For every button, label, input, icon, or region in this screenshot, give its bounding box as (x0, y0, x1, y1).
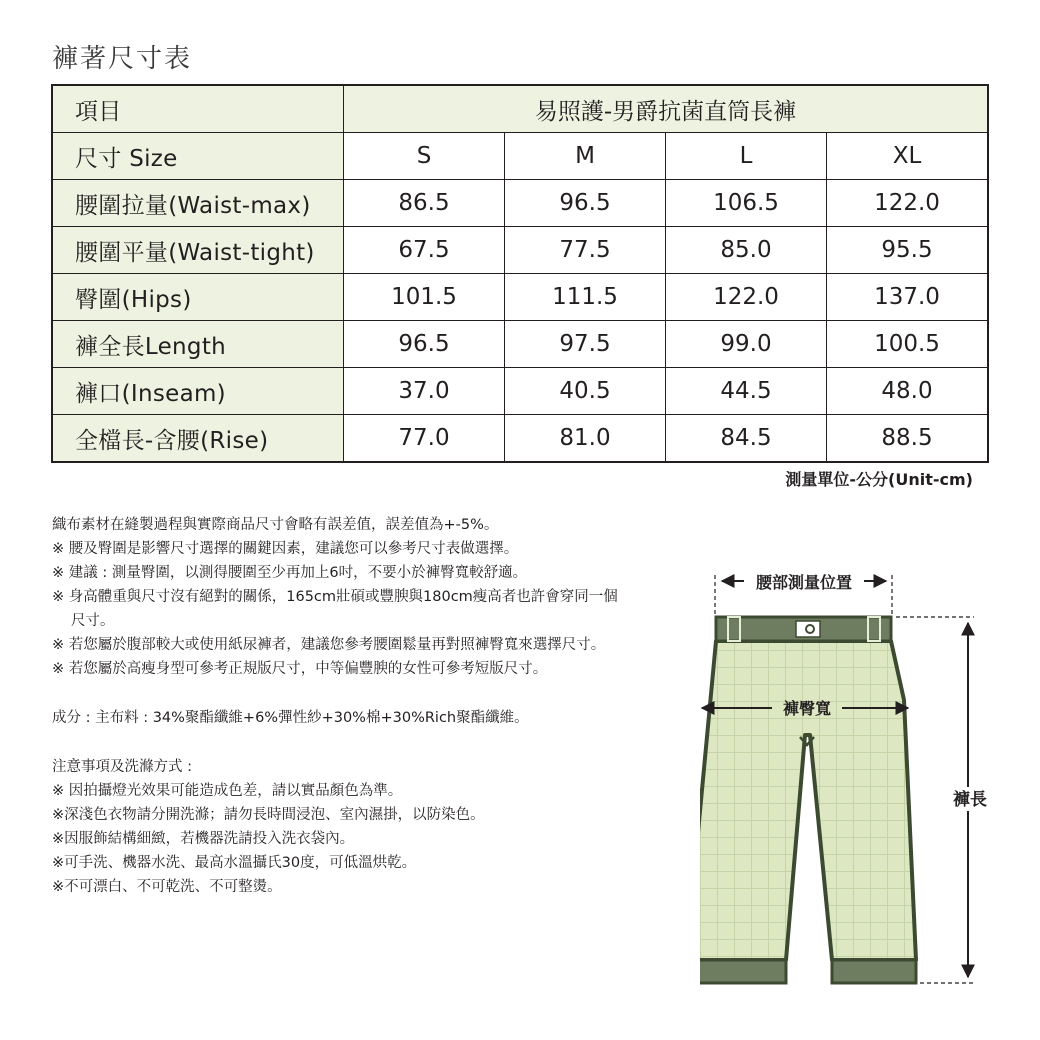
length-label: 褲長 (953, 790, 987, 810)
care-item: ※ 因拍攝燈光效果可能造成色差，請以實品顏色為準。 (52, 783, 403, 799)
tip-item: ※ 身高體重與尺寸沒有絕對的關係，165cm壯碩或豐腴與180cm瘦高者也許會穿同一個尺寸。 (52, 589, 618, 629)
value-cell: 48.0 (827, 368, 989, 415)
value-cell: 88.5 (827, 415, 989, 463)
composition-note: 成分 : 主布料 : 34%聚酯纖維+6%彈性紗+30%棉+30%Rich聚酯纖維。 (52, 710, 529, 726)
value-cell: 40.5 (505, 368, 666, 415)
row-label: 褲口(Inseam) (52, 368, 344, 415)
intro-note: 織布素材在縫製過程與實際商品尺寸會略有誤差值，誤差值為+-5%。 (52, 517, 499, 533)
value-cell: 101.5 (344, 274, 505, 321)
value-cell: 85.0 (666, 227, 827, 274)
waist-label: 腰部測量位置 (755, 573, 853, 592)
care-item: ※不可漂白、不可乾洗、不可整燙。 (52, 879, 282, 895)
value-cell: 81.0 (505, 415, 666, 463)
waist-measure-indicator (715, 573, 892, 615)
value-cell: 99.0 (666, 321, 827, 368)
size-cell: M (505, 133, 666, 180)
value-cell: 67.5 (344, 227, 505, 274)
product-name: 易照護-男爵抗菌直筒長褲 (344, 85, 989, 133)
value-cell: 77.5 (505, 227, 666, 274)
row-label: 臀圍(Hips) (52, 274, 344, 321)
size-cell: S (344, 133, 505, 180)
size-cell: L (666, 133, 827, 180)
size-cell: XL (827, 133, 989, 180)
care-item: ※可手洗、機器水洗、最高水溫攝氏30度，可低溫烘乾。 (52, 855, 417, 871)
size-row (52, 133, 988, 180)
value-cell: 96.5 (505, 180, 666, 227)
value-cell: 111.5 (505, 274, 666, 321)
item-label: 項目 (52, 85, 344, 133)
table-row (52, 415, 988, 463)
table-row (52, 321, 988, 368)
row-label: 腰圍平量(Waist-tight) (52, 227, 344, 274)
care-item: ※深淺色衣物請分開洗滌；請勿長時間浸泡、室內濕掛，以防染色。 (52, 807, 485, 823)
row-label: 全檔長-含腰(Rise) (52, 415, 344, 463)
tip-item: ※ 若您屬於腹部較大或使用紙尿褲者，建議您參考腰圍鬆量再對照褲臀寬來選擇尺寸。 (52, 637, 606, 653)
value-cell: 84.5 (666, 415, 827, 463)
value-cell: 77.0 (344, 415, 505, 463)
tip-item: ※ 建議 : 測量臀圍，以測得腰圍至少再加上6吋，不要小於褲臀寬較舒適。 (52, 565, 528, 581)
care-title: 注意事項及洗滌方式 : (52, 759, 192, 775)
value-cell: 137.0 (827, 274, 989, 321)
table-row (52, 368, 988, 415)
value-cell: 44.5 (666, 368, 827, 415)
hip-label: 褲臀寬 (782, 699, 832, 718)
tip-item: ※ 腰及臀圍是影響尺寸選擇的關鍵因素，建議您可以參考尺寸表做選擇。 (52, 541, 519, 557)
unit-note: 測量單位-公分(Unit-cm) (785, 470, 973, 489)
table-header-row (52, 85, 988, 133)
row-label: 腰圍拉量(Waist-max) (52, 180, 344, 227)
value-cell: 100.5 (827, 321, 989, 368)
care-item: ※因服飾結構細緻，若機器洗請投入洗衣袋內。 (52, 831, 355, 847)
value-cell: 37.0 (344, 368, 505, 415)
size-table (51, 84, 989, 463)
pants-diagram (700, 565, 1000, 995)
value-cell: 122.0 (827, 180, 989, 227)
pants-illustration (700, 617, 916, 983)
tip-item: ※ 若您屬於高瘦身型可參考正規版尺寸，中等偏豐腴的女性可參考短版尺寸。 (52, 661, 548, 677)
value-cell: 95.5 (827, 227, 989, 274)
size-label: 尺寸 Size (52, 133, 344, 180)
value-cell: 97.5 (505, 321, 666, 368)
table-row (52, 274, 988, 321)
notes-section (52, 513, 632, 899)
value-cell: 122.0 (666, 274, 827, 321)
page-title: 褲著尺寸表 (52, 44, 193, 74)
row-label: 褲全長Length (52, 321, 344, 368)
value-cell: 106.5 (666, 180, 827, 227)
value-cell: 86.5 (344, 180, 505, 227)
value-cell: 96.5 (344, 321, 505, 368)
table-row (52, 180, 988, 227)
table-row (52, 227, 988, 274)
